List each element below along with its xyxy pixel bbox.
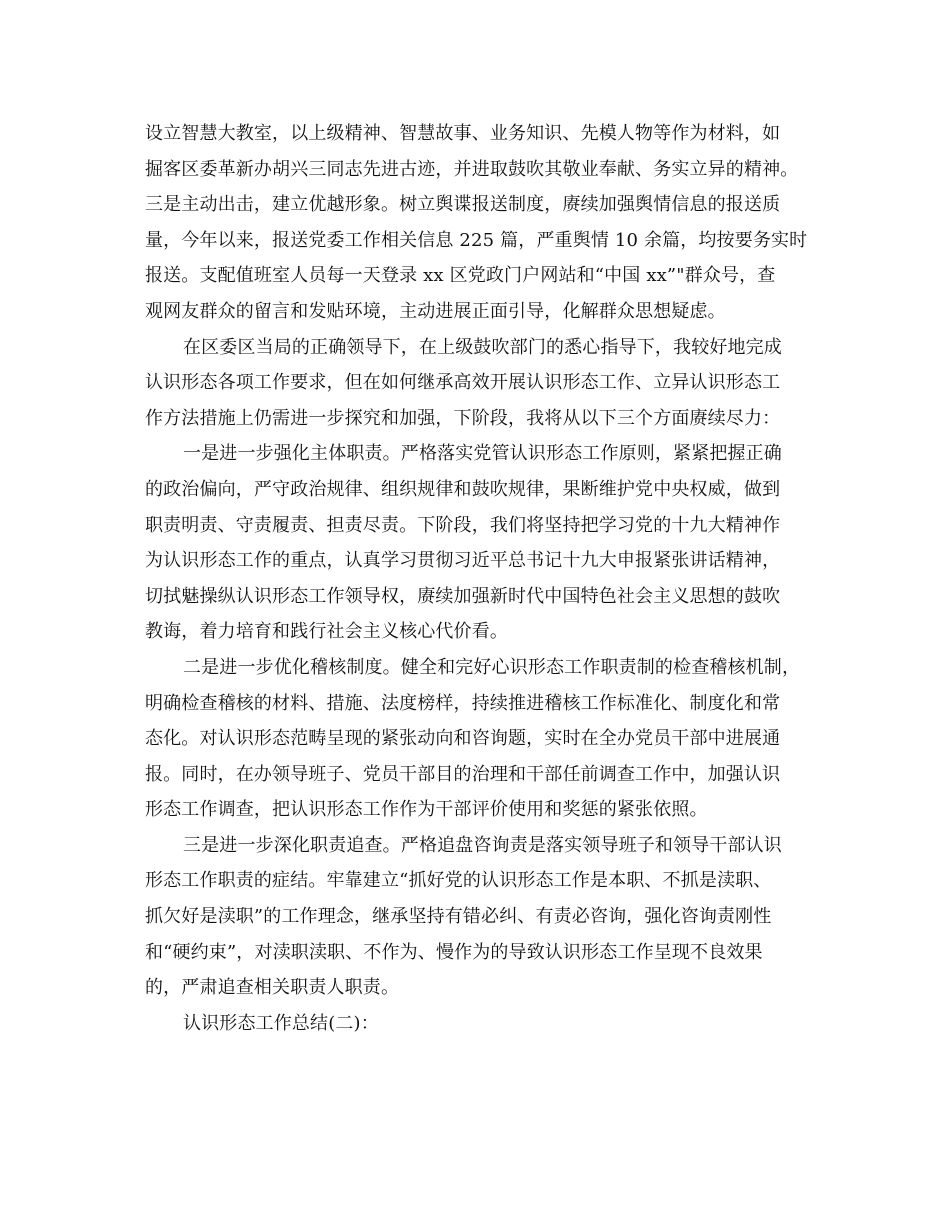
- text-line: 观网友群众的留言和发贴环境，主动进展正面引导，化解群众思想疑虑。: [145, 300, 726, 322]
- text-line: 掘客区委革新办胡兴三同志先进古迹，并进取鼓吹其敬业奉献、务实立异的精神。: [145, 158, 799, 180]
- text-line: 三是主动出击，建立优越形象。树立舆谍报送制度，赓续加强舆情信息的报送质: [145, 194, 781, 216]
- text-line: 报送。支配值班室人员每一天登录 xx 区党政门户网站和“中国 xx”"群众号，查: [145, 265, 776, 287]
- text-line: 切拭魅操纵认识形态工作领导权，赓续加强新时代中国特色社会主义思想的鼓吹: [145, 585, 781, 607]
- text-line: 教诲，着力培育和践行社会主义核心代价看。: [145, 621, 508, 643]
- document-body: [145, 116, 810, 1041]
- text-line: 作方法措施上仍需进一步探究和加强，下阶段，我将从以下三个方面赓续尽力：: [145, 407, 781, 429]
- text-line: 和“硬约束”，对渎职渎职、不作为、慢作为的导致认识形态工作呈现不良效果: [145, 941, 763, 963]
- text-line: 形态工作职责的症结。牢靠建立“抓好党的认识形态工作是本职、不抓是渎职、: [145, 870, 772, 892]
- paragraph-first-line: 一是进一步强化主体职责。严格落实党管认识形态工作原则，紧紧把握正确: [183, 443, 782, 465]
- text-line: 认识形态各项工作要求，但在如何继承高效开展认识形态工作、立异认识形态工: [145, 372, 781, 394]
- text-line: 报。同时，在办领导班子、党员干部目的治理和干部任前调查工作中，加强认识: [145, 763, 781, 785]
- text-line: 职责明责、守责履责、担责尽责。下阶段，我们将坚持把学习党的十九大精神作: [145, 514, 781, 536]
- text-line: 设立智慧大教室，以上级精神、智慧故事、业务知识、先模人物等作为材料，如: [145, 123, 781, 144]
- text-line: 的，严肃追查相关职责人职责。: [145, 977, 400, 999]
- text-line: 明确检查稽核的材料、措施、法度榜样，持续推进稽核工作标准化、制度化和常: [145, 692, 781, 714]
- text-line: 量，今年以来，报送党委工作相关信息 225 篇，严重舆情 10 余篇，均按要务实时: [145, 229, 808, 251]
- paragraph-first-line: 三是进一步深化职责追查。严格追盘咨询责是落实领导班子和领导干部认识: [183, 834, 782, 856]
- text-line: 态化。对认识形态范畴呈现的紧张动向和咨询题，实时在全办党员干部中进展通: [145, 728, 781, 750]
- text-line: 为认识形态工作的重点，认真学习贯彻习近平总书记十九大申报紧张讲话精神，: [145, 550, 781, 572]
- section-heading: 认识形态工作总结(二)：: [183, 1012, 379, 1034]
- text-line: 形态工作调查，把认识形态工作作为干部评价使用和奖惩的紧张依照。: [145, 799, 708, 821]
- paragraph-first-line: 在区委区当局的正确领导下，在上级鼓吹部门的悉心指导下，我较好地完成: [183, 336, 782, 358]
- text-line: 的政治偏向，严守政治规律、组织规律和鼓吹规律，果断维护党中央权威，做到: [145, 478, 781, 500]
- paragraph-first-line: 二是进一步优化稽核制度。健全和完好心识形态工作职责制的检查稽核机制，: [183, 656, 801, 678]
- text-line: 抓欠好是渎职”的工作理念，继承坚持有错必纠、有责必咨询，强化咨询责刚性: [145, 906, 772, 928]
